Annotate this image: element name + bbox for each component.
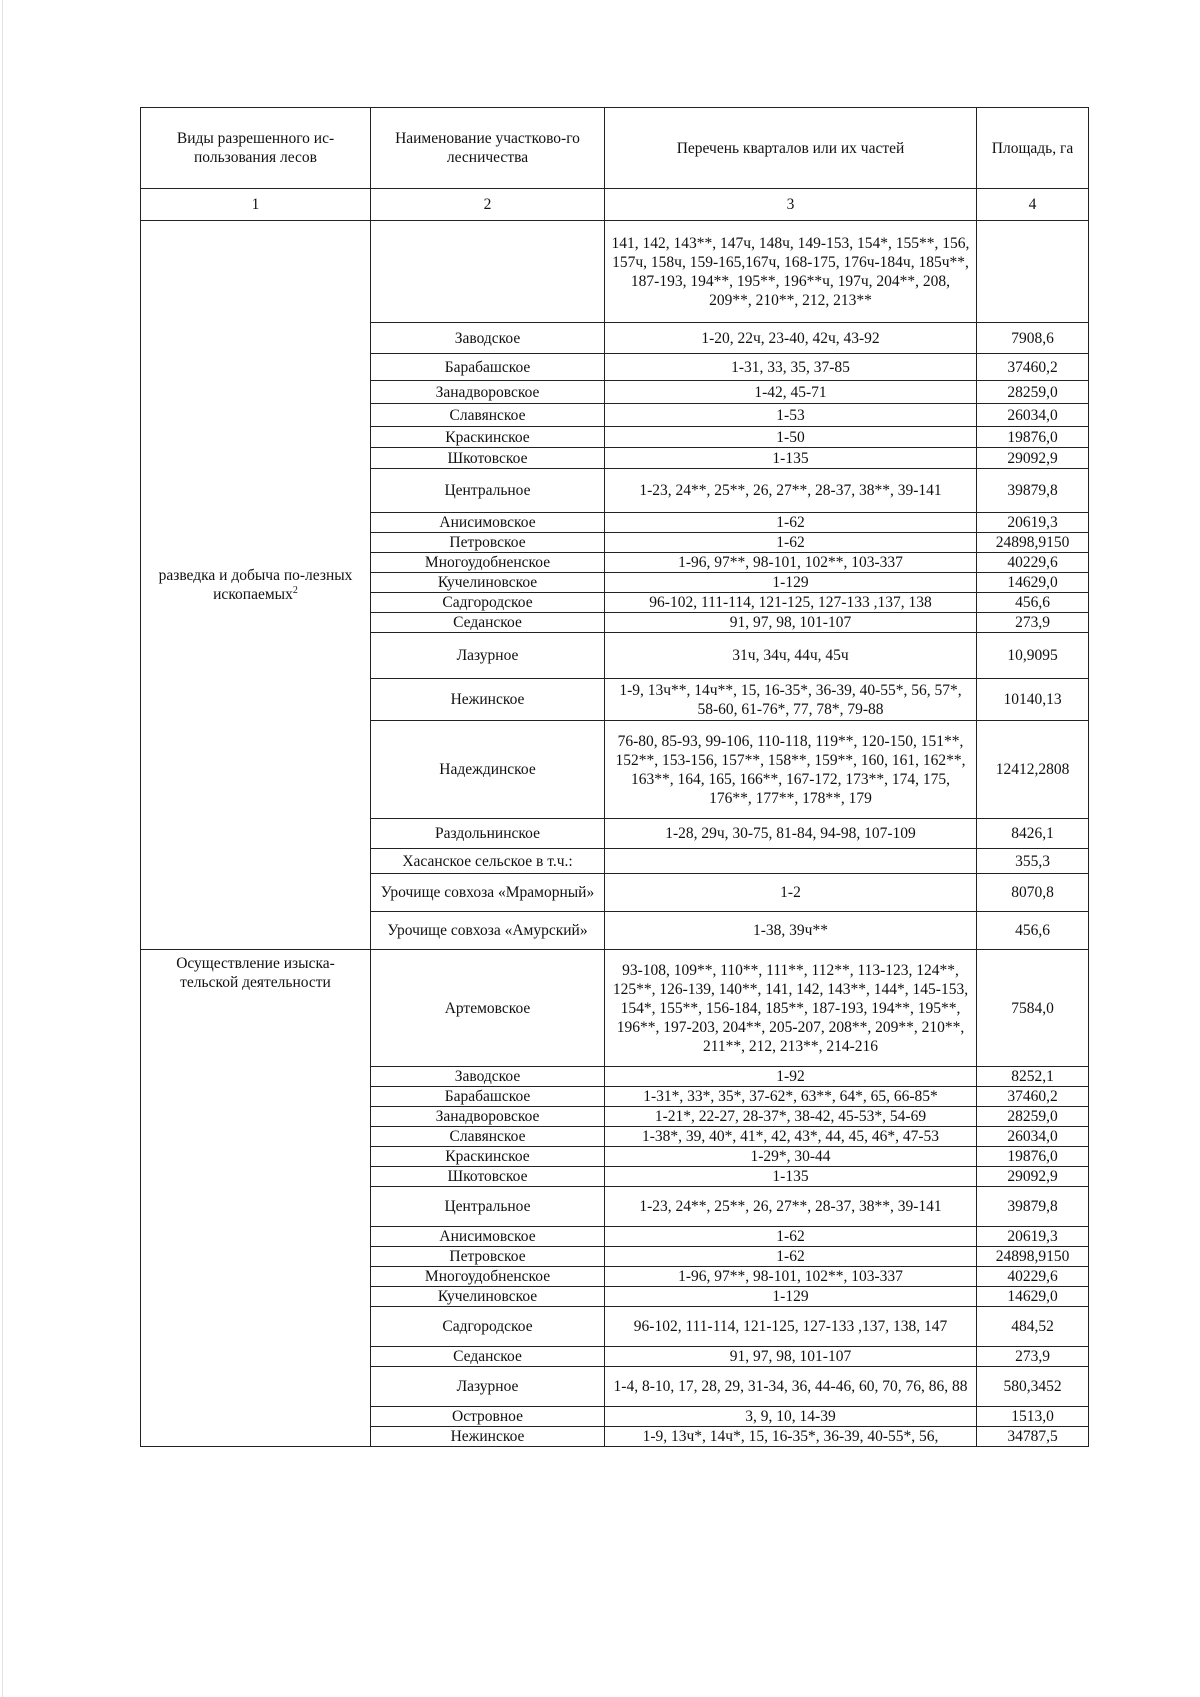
column-number: 2 (371, 189, 605, 221)
area-cell: 29092,9 (977, 1167, 1089, 1187)
forestry-name-cell: Островное (371, 1407, 605, 1427)
quarters-cell: 1-9, 13ч*, 14ч*, 15, 16-35*, 36-39, 40-55*, 56, (605, 1427, 977, 1447)
area-cell: 34787,5 (977, 1427, 1089, 1447)
area-cell: 19876,0 (977, 427, 1089, 448)
quarters-cell: 91, 97, 98, 101-107 (605, 613, 977, 633)
area-cell: 7584,0 (977, 950, 1089, 1067)
area-cell: 14629,0 (977, 573, 1089, 593)
forestry-name-cell: Урочище совхоза «Амурский» (371, 912, 605, 950)
quarters-cell: 1-50 (605, 427, 977, 448)
column-number: 3 (605, 189, 977, 221)
quarters-cell: 141, 142, 143**, 147ч, 148ч, 149-153, 154*, 155**, 156, 157ч, 158ч, 159-165,167ч, 168-175, 176ч-184ч, 185ч**, 187-193, 194**, 195**, 196**ч, 197ч, 204**, 208, 209**, 210**, 212, 213** (605, 221, 977, 323)
area-cell: 39879,8 (977, 1187, 1089, 1227)
area-cell: 456,6 (977, 593, 1089, 613)
quarters-cell: 1-42, 45-71 (605, 381, 977, 404)
footnote-marker: 2 (292, 584, 298, 596)
forestry-name-cell: Многоудобненское (371, 1267, 605, 1287)
quarters-cell: 1-135 (605, 1167, 977, 1187)
use-type-cell (141, 950, 371, 1447)
area-cell: 10140,13 (977, 679, 1089, 721)
quarters-cell: 1-96, 97**, 98-101, 102**, 103-337 (605, 553, 977, 573)
forestry-name-cell: Барабашское (371, 1087, 605, 1107)
forestry-name-cell: Кучелиновское (371, 573, 605, 593)
quarters-cell: 1-21*, 22-27, 28-37*, 38-42, 45-53*, 54-69 (605, 1107, 977, 1127)
quarters-cell: 96-102, 111-114, 121-125, 127-133 ,137, 138, 147 (605, 1307, 977, 1347)
column-number: 1 (141, 189, 371, 221)
quarters-cell: 1-4, 8-10, 17, 28, 29, 31-34, 36, 44-46, 60, 70, 76, 86, 88 (605, 1367, 977, 1407)
forestry-name-cell: Центральное (371, 1187, 605, 1227)
area-cell: 273,9 (977, 613, 1089, 633)
area-cell: 40229,6 (977, 553, 1089, 573)
quarters-cell: 1-28, 29ч, 30-75, 81-84, 94-98, 107-109 (605, 819, 977, 849)
area-cell: 37460,2 (977, 1087, 1089, 1107)
quarters-cell: 1-129 (605, 573, 977, 593)
table-row (141, 221, 1089, 323)
forestry-name-cell: Нежинское (371, 1427, 605, 1447)
scan-edge-line (2, 0, 3, 1697)
quarters-cell: 1-96, 97**, 98-101, 102**, 103-337 (605, 1267, 977, 1287)
area-cell: 484,52 (977, 1307, 1089, 1347)
use-type-label: разведка и добыча по-лезных ископаемых (158, 567, 353, 603)
area-cell: 19876,0 (977, 1147, 1089, 1167)
header-forestry-name: Наименование участково-го лесничества (371, 108, 605, 189)
forestry-name-cell: Барабашское (371, 354, 605, 381)
forestry-name-cell: Краскинское (371, 1147, 605, 1167)
column-number: 4 (977, 189, 1089, 221)
quarters-cell: 1-9, 13ч**, 14ч**, 15, 16-35*, 36-39, 40-55*, 56, 57*, 58-60, 61-76*, 77, 78*, 79-88 (605, 679, 977, 721)
forestry-name-cell: Шкотовское (371, 1167, 605, 1187)
area-cell: 26034,0 (977, 1127, 1089, 1147)
area-cell: 8070,8 (977, 874, 1089, 912)
quarters-cell: 93-108, 109**, 110**, 111**, 112**, 113-123, 124**, 125**, 126-139, 140**, 141, 142, 143**, 144*, 145-153, 154*, 155**, 156-184, 185**, 187-193, 194**, 195**, 196**, 197-203, 204**, 205-207, 208**, 209**, 210**, 211**, 212, 213**, 214-216 (605, 950, 977, 1067)
area-cell (977, 221, 1089, 323)
area-cell: 456,6 (977, 912, 1089, 950)
forestry-name-cell: Занадворовское (371, 1107, 605, 1127)
forestry-name-cell: Седанское (371, 1347, 605, 1367)
quarters-cell: 1-38*, 39, 40*, 41*, 42, 43*, 44, 45, 46*, 47-53 (605, 1127, 977, 1147)
quarters-cell: 1-2 (605, 874, 977, 912)
forestry-name-cell: Шкотовское (371, 448, 605, 469)
area-cell: 1513,0 (977, 1407, 1089, 1427)
table-row (141, 950, 1089, 1067)
column-number-row (141, 189, 1089, 221)
forestry-name-cell: Славянское (371, 1127, 605, 1147)
forestry-name-cell: Седанское (371, 613, 605, 633)
area-cell: 7908,6 (977, 323, 1089, 354)
quarters-cell: 1-135 (605, 448, 977, 469)
forestry-name-cell: Анисимовское (371, 513, 605, 533)
forestry-name-cell: Надеждинское (371, 721, 605, 819)
quarters-cell: 1-23, 24**, 25**, 26, 27**, 28-37, 38**, 39-141 (605, 469, 977, 513)
quarters-cell (605, 849, 977, 874)
header-quarters-list: Перечень кварталов или их частей (605, 108, 977, 189)
header-row (141, 108, 1089, 189)
quarters-cell: 1-62 (605, 533, 977, 553)
quarters-cell: 1-31, 33, 35, 37-85 (605, 354, 977, 381)
area-cell: 20619,3 (977, 1227, 1089, 1247)
forestry-name-cell: Урочище совхоза «Мраморный» (371, 874, 605, 912)
use-type-label: Осуществление изыска-тельской деятельности (176, 955, 335, 991)
forestry-name-cell: Заводское (371, 323, 605, 354)
quarters-cell: 1-23, 24**, 25**, 26, 27**, 28-37, 38**, 39-141 (605, 1187, 977, 1227)
area-cell: 28259,0 (977, 381, 1089, 404)
quarters-cell: 1-62 (605, 1227, 977, 1247)
area-cell: 24898,9150 (977, 1247, 1089, 1267)
quarters-cell: 1-53 (605, 404, 977, 427)
area-cell: 24898,9150 (977, 533, 1089, 553)
quarters-cell: 76-80, 85-93, 99-106, 110-118, 119**, 120-150, 151**, 152**, 153-156, 157**, 158**, 159**, 160, 161, 162**, 163**, 164, 165, 166**, 167-172, 173**, 174, 175, 176**, 177**, 178**, 179 (605, 721, 977, 819)
forest-use-table (140, 107, 1089, 1447)
area-cell: 14629,0 (977, 1287, 1089, 1307)
header-area: Площадь, га (977, 108, 1089, 189)
quarters-cell: 1-62 (605, 1247, 977, 1267)
area-cell: 10,9095 (977, 633, 1089, 679)
forestry-name-cell: Раздольнинское (371, 819, 605, 849)
forestry-name-cell: Кучелиновское (371, 1287, 605, 1307)
area-cell: 29092,9 (977, 448, 1089, 469)
forestry-name-cell: Лазурное (371, 633, 605, 679)
area-cell: 26034,0 (977, 404, 1089, 427)
forestry-name-cell: Анисимовское (371, 1227, 605, 1247)
quarters-cell: 3, 9, 10, 14-39 (605, 1407, 977, 1427)
use-type-cell (141, 221, 371, 950)
forestry-name-cell: Садгородское (371, 1307, 605, 1347)
area-cell: 40229,6 (977, 1267, 1089, 1287)
area-cell: 39879,8 (977, 469, 1089, 513)
area-cell: 580,3452 (977, 1367, 1089, 1407)
forestry-name-cell: Лазурное (371, 1367, 605, 1407)
quarters-cell: 1-29*, 30-44 (605, 1147, 977, 1167)
forestry-name-cell: Петровское (371, 1247, 605, 1267)
forestry-name-cell: Многоудобненское (371, 553, 605, 573)
quarters-cell: 1-62 (605, 513, 977, 533)
forestry-name-cell: Хасанское сельское в т.ч.: (371, 849, 605, 874)
forestry-name-cell: Петровское (371, 533, 605, 553)
quarters-cell: 1-92 (605, 1067, 977, 1087)
quarters-cell: 1-31*, 33*, 35*, 37-62*, 63**, 64*, 65, 66-85* (605, 1087, 977, 1107)
forestry-name-cell: Краскинское (371, 427, 605, 448)
area-cell: 273,9 (977, 1347, 1089, 1367)
quarters-cell: 91, 97, 98, 101-107 (605, 1347, 977, 1367)
header-use-type: Виды разрешенного ис-пользования лесов (141, 108, 371, 189)
forestry-name-cell: Занадворовское (371, 381, 605, 404)
forestry-name-cell: Садгородское (371, 593, 605, 613)
forestry-name-cell: Нежинское (371, 679, 605, 721)
area-cell: 355,3 (977, 849, 1089, 874)
quarters-cell: 31ч, 34ч, 44ч, 45ч (605, 633, 977, 679)
area-cell: 28259,0 (977, 1107, 1089, 1127)
area-cell: 20619,3 (977, 513, 1089, 533)
forestry-name-cell: Заводское (371, 1067, 605, 1087)
forestry-name-cell: Центральное (371, 469, 605, 513)
forestry-name-cell (371, 221, 605, 323)
quarters-cell: 1-129 (605, 1287, 977, 1307)
forestry-name-cell: Славянское (371, 404, 605, 427)
area-cell: 8426,1 (977, 819, 1089, 849)
area-cell: 12412,2808 (977, 721, 1089, 819)
quarters-cell: 1-20, 22ч, 23-40, 42ч, 43-92 (605, 323, 977, 354)
forestry-name-cell: Артемовское (371, 950, 605, 1067)
area-cell: 37460,2 (977, 354, 1089, 381)
quarters-cell: 96-102, 111-114, 121-125, 127-133 ,137, 138 (605, 593, 977, 613)
quarters-cell: 1-38, 39ч** (605, 912, 977, 950)
area-cell: 8252,1 (977, 1067, 1089, 1087)
